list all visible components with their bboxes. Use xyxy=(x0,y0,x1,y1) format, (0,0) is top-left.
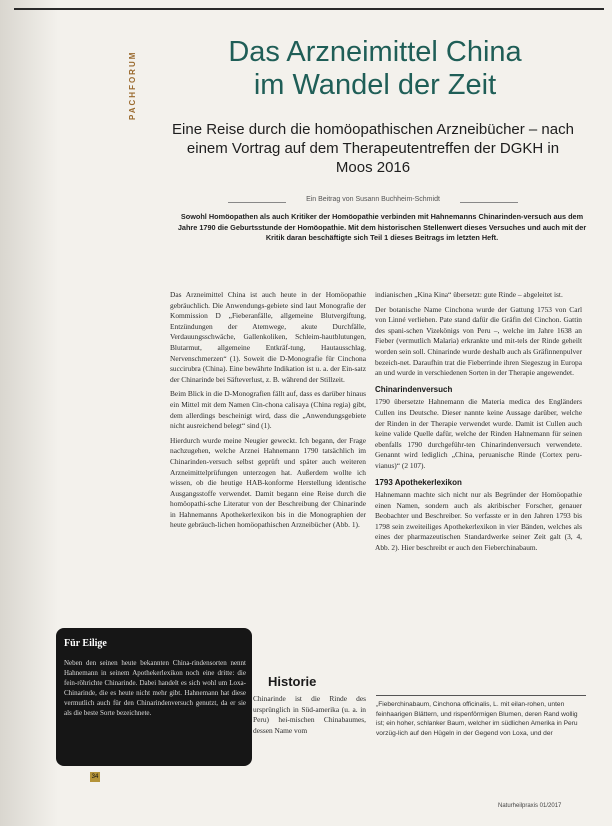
byline-row xyxy=(168,196,578,208)
lead-paragraph: Sowohl Homöopathen als auch Kritiker der Homöopathie verbinden mit Hahnemanns Chinarinden-versuch aus dem Jahre 1790 die Geburtsstunde der Homöopathie. Mit dem historischen Stellenwert dieses Versuches und auch mit der Kritik daran beschäftigte sich Teil 1 dieses Beitrags im letzten Heft. xyxy=(177,212,587,242)
article-title xyxy=(170,36,580,102)
paragraph: Hahnemann machte sich nicht nur als Begründer der Homöopathie einen Namen, sondern auch als akribischer Forscher, genauer Beobachter und Beschreiber. So verfasste er in den Jahren 1793 bis 1798 sein zweiteiliges Apothekerlexikon in vier Bänden, welches als eines der pharmazeutischen Standardwerke seiner Zeit galt (3, 4, Abb. 2). Hier beschreibt er auch den Fieberchinabaum. xyxy=(375,490,582,553)
column-right xyxy=(375,290,582,695)
page-number: 34 xyxy=(91,774,99,780)
fuer-eilige-text: Neben den seinen heute bekannten China-rindensorten nennt Hahnemann in seinem Apothekerlexikon noch eine dritte: die fein-röhrichte Chinarinde. Dabei handelt es sich wohl um Loxa-Chinarinde, die es heute nicht mehr gibt. Hahnemann hat diese vermutlich auch für den Chinarindenversuch genutzt, da er sie als die beste Sorte bezeichnete. xyxy=(64,659,246,717)
title-line-2: im Wandel der Zeit xyxy=(253,69,497,101)
heading-historie: Historie xyxy=(268,674,317,689)
journal-footer: Naturheilpraxis 01/2017 xyxy=(498,803,562,809)
column-historie xyxy=(253,694,366,794)
footnote-quote: „Fieberchinabaum, Cinchona officinalis, L. mit eilan-rohen, unten feinhaarigen Blättern, und rispenförmigen Blumen, deren Rand wollig ist; ein hoher, schlanker Baum, welcher im südlichen Amerika in Peru vorzüg-lich auf den Hügeln in der Gegend von Loxa, und der xyxy=(376,695,586,738)
paragraph: Beim Blick in die D-Monografien fällt auf, dass es darüber hinaus ein Mittel mit dem Namen Cin-chona calisaya (China regia) gibt, dem allerdings bescheinigt wird, dass die „Anwendungsgebiete nicht ausreichend belegt“ sind (1). xyxy=(170,389,366,431)
subheading-apothekerlexikon: 1793 Apothekerlexikon xyxy=(375,477,462,487)
fuer-eilige-heading: Für Eilige xyxy=(64,638,107,649)
article-subtitle: Eine Reise durch die homöopathischen Arzneibücher – nach einem Vortrag auf dem Therapeutentreffen der DGKH in Moos 2016 xyxy=(172,121,574,176)
paragraph: Das Arzneimittel China ist auch heute in der Homöopathie gebräuchlich. Die Anwendungs-gebiete sind laut Monografie der Kommission D „Fieberanfälle, allgemeine Blutvergiftung, Entzündungen der Atemwege, akute Durchfälle, Verdauungsschwäche, Gallenkoliken, Schleim-hautblutungen, Blutarmut, allgemeine Entkräf-tung, Hautausschlag, Nervenschmerzen“ (1). Soweit die D-Monografie für Cinchona succirubra (China). Eine bewährte Indikation ist u. a. der Ein-satz der Chinarinde bei Säfteverlust, z. B. während der Stillzeit. xyxy=(170,290,366,384)
paragraph: 1790 übersetzte Hahnemann die Materia medica des Engländers Cullen ins Deutsche. Dieser nannte keine Aussage darüber, welche der Rinden in der Therapie verwendet wurde. Damit ist Cullen auch keine valide Quelle dafür, welche der Rinden Hahnemann für seinen ebenfalls 1790 durchgeführ-ten Chinarindenversuch verwendete. Genannt wird lediglich „China, peruanische Rinde (Cortex peru-vianus)“ (2 107). xyxy=(375,397,582,470)
fuer-eilige-box xyxy=(56,628,252,766)
byline: Ein Beitrag von Susann Buchheim-Schmidt xyxy=(306,196,440,203)
title-line-1: Das Arzneimittel China xyxy=(228,36,522,68)
section-tag: PACHFORUM xyxy=(128,50,137,120)
paragraph: indianischen „Kina Kina“ übersetzt: gute Rinde – abgeleitet ist. xyxy=(375,290,563,299)
paragraph: Chinarinde ist die Rinde des ursprünglich in Süd-amerika (u. a. in Peru) hei-mischen Chinabaumes, dessen Name vom xyxy=(253,694,366,735)
page-spine-shadow xyxy=(0,0,58,826)
paragraph: Hierdurch wurde meine Neugier geweckt. Ich begann, der Frage nachzugehen, welche Arznei Hahnemann 1790 tatsächlich im Chinarinden-versuch selbst geprüft und später auch weiteren Arzneimittelprüfungen unterzogen hat. Außerdem wollte ich wissen, ob die heutige HAB-konforme Herstellung identische Ausgangsstoffe verwendet. Damit begann eine Reise durch die homöopathi-sche Literatur von der Beschreibung der Chinarinde in Hahnemanns Apothekerlexikon bis in die Monographien der heute gebräuch-lichen homöopathischen Arzneibücher (Abb. 1). xyxy=(170,435,366,530)
column-left xyxy=(170,290,366,640)
top-rule xyxy=(14,8,604,10)
subheading-chinarindenversuch: Chinarindenversuch xyxy=(375,384,453,394)
byline-rule-right xyxy=(460,202,518,203)
paragraph: Der botanische Name Cinchona wurde der Gattung 1753 von Carl von Linné verliehen. Pate stand dafür die Gräfin del Cinchon. Gattin des spani-schen Vizekönigs von Peru –, welche im Jahre 1638 an Fieber (vermutlich Malaria) erkrankte und mit-tels der Rinde geheilt worden sein soll. Chinarinde wurde deshalb auch als Gräfinnenpulver bezeich-net. Daraufhin trat die Fieberrinde ihren Siegeszug in Europa an und wurde in verschiedenen Sorten in der Therapie angewendet. xyxy=(375,304,582,378)
